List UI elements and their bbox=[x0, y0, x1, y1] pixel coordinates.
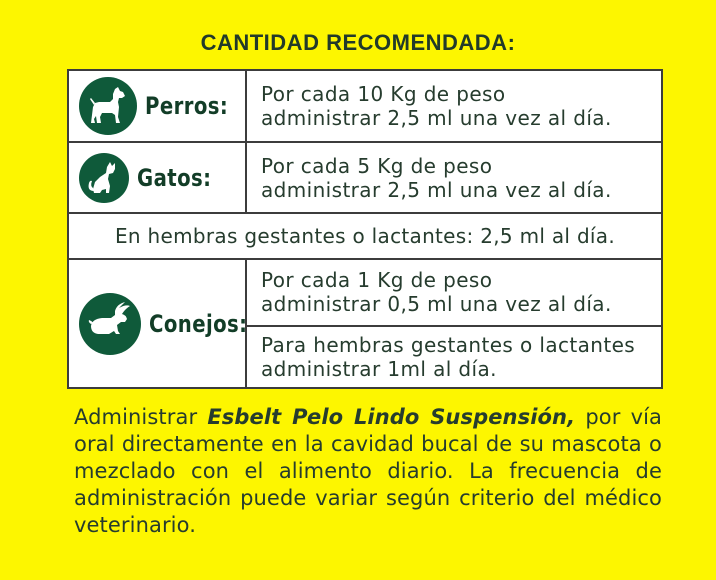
dose-line: administrar 2,5 ml una vez al día. bbox=[261, 106, 612, 131]
product-name: Esbelt Pelo Lindo Suspensión, bbox=[207, 405, 576, 429]
dose-line: administrar 2,5 ml una vez al día. bbox=[261, 177, 612, 202]
dose-cell-conejos bbox=[246, 259, 662, 325]
dose-line: administrar 1ml al día. bbox=[261, 356, 497, 381]
table-row-gatos bbox=[68, 142, 662, 212]
rabbit-icon bbox=[79, 293, 141, 355]
dosage-table bbox=[67, 69, 663, 389]
animal-label-conejos: Conejos: bbox=[149, 309, 248, 338]
dose-line: Para hembras gestantes o lactantes bbox=[261, 332, 636, 357]
hembras-cell: En hembras gestantes o lactantes: 2,5 ml al día. bbox=[68, 213, 662, 259]
dose-line: Por cada 5 Kg de peso bbox=[261, 153, 493, 178]
dose-cell-perros bbox=[246, 70, 662, 142]
instructions-prefix: Administrar bbox=[74, 405, 208, 429]
animal-cell-gatos bbox=[68, 142, 246, 212]
dog-icon bbox=[79, 77, 137, 135]
animal-cell-conejos bbox=[68, 259, 246, 388]
dose-line: administrar 0,5 ml una vez al día. bbox=[261, 292, 612, 317]
dose-line: Por cada 1 Kg de peso bbox=[261, 268, 493, 293]
cat-icon bbox=[79, 153, 129, 203]
instructions-paragraph bbox=[74, 404, 662, 539]
animal-label-gatos: Gatos: bbox=[137, 163, 212, 192]
animal-label-perros: Perros: bbox=[145, 92, 229, 121]
dose-line: Por cada 10 Kg de peso bbox=[261, 82, 506, 107]
dose-cell-gatos bbox=[246, 142, 662, 212]
animal-cell-perros bbox=[68, 70, 246, 142]
table-row-perros bbox=[68, 70, 662, 142]
table-row-hembras bbox=[68, 213, 662, 259]
instructions-suffix: por vía oral directamente en la cavidad bucal de su mascota o mezclado con el alimento diario. La frecuencia de administración puede variar según criterio del médico veterinario. bbox=[74, 405, 663, 537]
page-title: CANTIDAD RECOMENDADA: bbox=[200, 30, 516, 55]
table-row-conejos bbox=[68, 259, 662, 325]
dose-cell-conejos-hembras bbox=[246, 326, 662, 388]
